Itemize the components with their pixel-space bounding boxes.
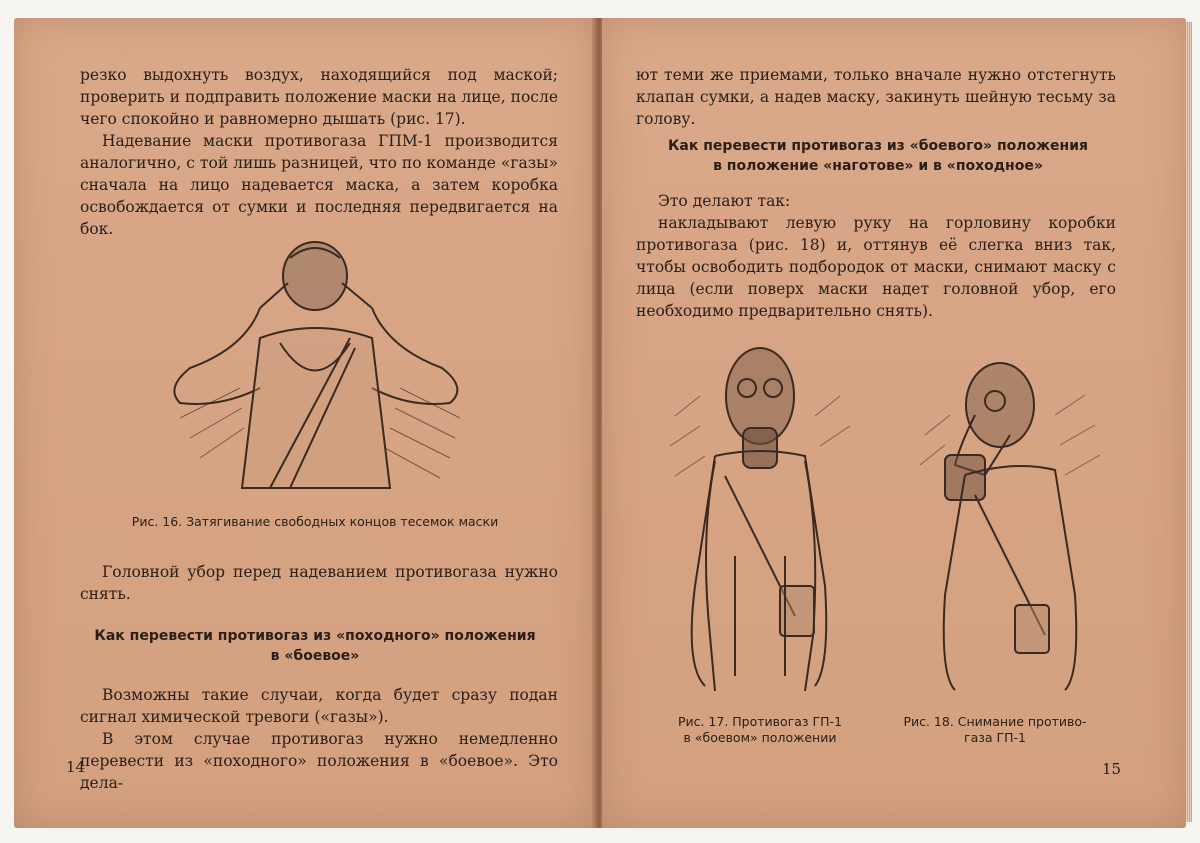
left-paragraph-1: резко выдохнуть воздух, находящийся под маской; проверить и подправить положение маски на лице, после чего спокойно и равномерно дышать (рис. 17). [80,66,558,128]
left-paragraph-3: Головной убор перед надеванием противогаза нужно снять. [80,563,558,603]
right-page-number: 15 [1102,760,1122,778]
figure-17-caption-line-1: Рис. 17. Противогаз ГП-1 [677,714,843,729]
figure-18-caption-line-1: Рис. 18. Снимание противо- [903,714,1087,729]
left-heading-line-2: в «боевое» [270,648,360,664]
right-top-text [636,64,1116,130]
right-paragraph-3: накладывают левую руку на горловину коробки противогаза (рис. 18) и, оттянув её слегка вниз так, чтобы освободить подбородок от маски, снимают маску с лица (если поверх маски надет головной убор, его необходимо предварительно снять). [636,214,1116,320]
figure-18-illustration [915,355,1105,697]
figure-17-caption [660,714,860,746]
figure-18-caption-line-2: газа ГП-1 [964,730,1026,745]
right-heading-line-1: Как перевести противогаз из «боевого» положения [667,138,1089,154]
right-paragraph-1: ют теми же приемами, только вначале нужно отстегнуть клапан сумки, а надев маску, закинуть шейную тесьму за голову. [636,66,1116,128]
right-heading-line-2: в положение «наготове» и в «походное» [713,158,1043,174]
left-paragraph-2: Надевание маски противогаза ГПМ-1 производится аналогично, с той лишь разницей, что по команде «газы» сначала на лицо надевается маска, а затем коробка освобождается от сумки и последняя передвигается на бок. [80,132,558,238]
left-top-text [80,64,558,240]
figure-17-illustration [655,336,865,698]
page-edges [1186,22,1192,822]
figure-16-illustration [150,238,480,500]
figure-18-caption [895,714,1095,746]
figure-16-caption: Рис. 16. Затягивание свободных концов тесемок маски [131,514,499,529]
left-paragraph-5: В этом случае противогаз нужно немедленно перевести из «походного» положения в «боевое». Это дела- [80,730,558,792]
left-middle-text [80,561,558,605]
left-page-number: 14 [66,758,86,776]
right-section-heading [630,136,1126,176]
left-section-heading [70,626,560,666]
left-heading-line-1: Как перевести противогаз из «походного» положения [94,628,536,644]
left-bottom-text [80,684,558,794]
figure-17-caption-line-2: в «боевом» положении [683,730,837,745]
right-paragraph-2: Это делают так: [658,192,791,210]
right-middle-text [636,190,1116,322]
left-paragraph-4: Возможны такие случаи, когда будет сразу подан сигнал химической тревоги («газы»). [80,686,558,726]
